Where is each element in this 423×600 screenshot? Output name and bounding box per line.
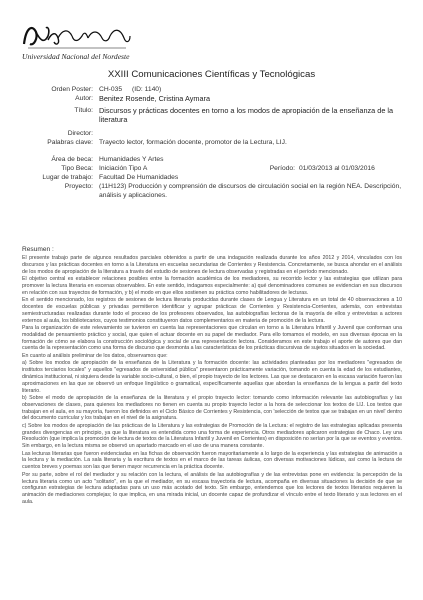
director-label: Director: <box>67 130 93 137</box>
event-title: XXIII Comunicaciones Científicas y Tecnológicas <box>107 69 316 80</box>
periodo-value: 01/03/2013 al 01/03/2016 <box>299 165 375 172</box>
autor-label: Autor: <box>75 95 93 102</box>
university-logo-icon <box>22 18 132 52</box>
tipo-beca-label: Tipo Beca: <box>61 165 93 172</box>
titulo-label: Título: <box>74 107 93 114</box>
area-beca-label: Área de beca: <box>51 156 93 163</box>
abstract-paragraph: b) Sobre el modo de apropiación de la enseñanza de la literatura y el propio trayecto lector: tomando como información relevante las autobiografías y las observaciones de clases, para quienes los mediadores no tienen en cuenta su propio trayecto lector a la hora de seleccionar los textos de LIJ. Los textos que trabajan en el aula, en su mayoría, fueron los definidos en el Ciclo Básico de Corrientes y Resistencia, con 'selección de textos que se trabajan en un nivel' dentro del documento curricular y los trabajan en el nivel de la asignatura. <box>22 394 402 422</box>
orden-poster-label: Orden Poster: <box>51 86 93 93</box>
abstract-paragraph: Para la organización de este relevamiento se tuvieron en cuenta las representaciones que circulan en torno a la Literatura Infantil y Juvenil que conforman una modalidad de pensamiento práctico y social, que quien el actuar docente en su papel de mediador. Para ello tomamos el modelo, en sus diversas épocas en la formación de cómo se elabora la construcción sociológica y social de una representación lectora. Consideramos en este trabajo el aporte de autores que dan cuenta de la representación como una forma de discurso que desmonta a las características de los prácticas discursivas de sujetos situados en la sociedad. <box>22 324 402 352</box>
palabras-clave-value: Trayecto lector, formación docente, promotor de la Lectura, LIJ. <box>99 139 287 146</box>
proyecto-label: Proyecto: <box>64 183 93 190</box>
periodo-label: Período: <box>269 165 295 172</box>
abstract-paragraph: Las lecturas literarias que fueron evidenciadas en las fichas de observación fueron mayoritariamente a lo largo de la experiencia y las estrategias de animación a la lectura y la mediación. La sala literaria y la escritura de textos en el marco de las tareas áulicas, con diversas motivaciones lúdicas, así como la lectura de cuentos breves y poemas son las que tienen mayor recurrencia en la práctica docente. <box>22 450 402 471</box>
abstract-body <box>22 255 402 506</box>
abstract-paragraph: El objetivo central es establecer relaciones posibles entre la formación académica de los mediadores, su recorrido lector y las estrategias que utilizan para promover la lectura literaria en escenas observables. En este sentido, indagamos especialmente: a) qué denominadores comunes se evidencian en sus discursos en relación con sus trayectos de formación, y b) el modo en que ellos sostienen su práctica como habilitadores de lecturas. <box>22 276 402 296</box>
university-name: Universidad Nacional del Nordeste <box>22 52 130 61</box>
orden-poster-value: CH-035 <box>99 86 123 93</box>
abstract-paragraph: Por su parte, sobre el rol del mediador y su relación con la lectura, el análisis de las autobiografías y de las entrevistas pone en evidencia: la percepción de la lectura literaria como un acto "solitario", en la que el mediador, en su escasa trayectoria de lectura, acompaña en diversas situaciones la decisión de que se configuran estrategias de lectura adaptadas para un uso más acotado del texto. Sin embargo, entendemos que los lectores de textos literarios requieren la animación de mediaciones complejas; lo que implica, en una mirada inicial, un docente capaz de profundizar el vínculo entre el texto literario y sus lectores en el aula. <box>22 471 402 506</box>
id-value: (ID: 1140) <box>132 86 162 93</box>
abstract-paragraph: a) Sobre los modos de apropiación de la enseñanza de la Literatura y la formación docente: las actividades planteadas por los mediadores "egresados de institutos terciarios locales" y aquellos "egresados de universidad pública" presentaron prácticamente variación, tomando en cuenta la edad de los estudiantes, dinámica institucional, ni siquiera desde la variable socio-cultural, o bien, el propio trayecto de los lectores. Las que se destacaron en la escasa variación fueron las aproximaciones en las que se observó un enfoque lingüístico o gramatical, específicamente aquellas que abordan la enseñanza de la lengua a partir del texto literario. <box>22 360 402 394</box>
tipo-beca-value: Iniciación Tipo A <box>99 165 148 172</box>
palabras-clave-label: Palabras clave: <box>47 139 93 146</box>
proyecto-value: (11H123) Producción y comprensión de discursos de circulación social en la región NEA. Descripción, análisis y aplicaciones. <box>99 183 402 199</box>
abstract-paragraph: En cuanto al análisis preliminar de los datos, observamos que: <box>22 352 168 359</box>
abstract-paragraph: El presente trabajo parte de algunos resultados parciales obtenidos a partir de una indagación realizada durante los años 2012 y 2014, vinculados con los discursos y las prácticas docentes en torno a la Literatura en escuelas secundarias de Corrientes y Resistencia. Concretamente, se busca ahondar en el análisis de los modos de apropiación de la literatura a través del estudio de sesiones de lectura observadas y registradas en el período mencionado. <box>22 255 402 275</box>
lugar-trabajo-label: Lugar de trabajo: <box>42 174 93 181</box>
abstract-heading: Resumen : <box>22 246 54 253</box>
autor-value: Benitez Rosende, Cristina Aymara <box>99 94 210 103</box>
abstract-paragraph: c) Sobre los modos de apropiación de las prácticas de la Literatura y las estrategias de Promoción de la Lectura: el registro de las estrategias aplicadas presenta grandes divergencias en principio, ya que la literatura es entendida como una forma de experiencia. Otros mediadores aplicaron estrategias de Chaco. Ley una Resolución (que implica la promoción de lectura de textos de la Literatura Infantil y Juvenil en Corrientes) en disposición no serían por la que se eventos y eventos. Sin embargo, en la lectura misma se observó un apartado marcado en el uso de una manera constante. <box>22 422 402 450</box>
abstract-paragraph: En el sentido mencionado, los registros de sesiones de lectura literaria producidas durante clases de Lengua y Literatura en un total de 40 observaciones a 10 docentes de escuelas públicas y privadas permitieron identificar y agrupar prácticas de Corrientes y Resistencia-Corrientes, además, con entrevistas semiestructuradas realizadas durante todo el proceso de los profesores observados, las autobiografías lectoras de la mayoría de ellos y entrevistas a actores externos al aula, los bibliotecarios, cuyos testimonios constituyeron datos complementarios en materia de promoción de la lectura. <box>22 297 402 324</box>
lugar-trabajo-value: Facultad De Humanidades <box>99 174 179 181</box>
area-beca-value: Humanidades Y Artes <box>99 156 164 163</box>
titulo-value: Discursos y prácticas docentes en torno a los modos de apropiación de la enseñanza de la literatura <box>99 106 394 124</box>
